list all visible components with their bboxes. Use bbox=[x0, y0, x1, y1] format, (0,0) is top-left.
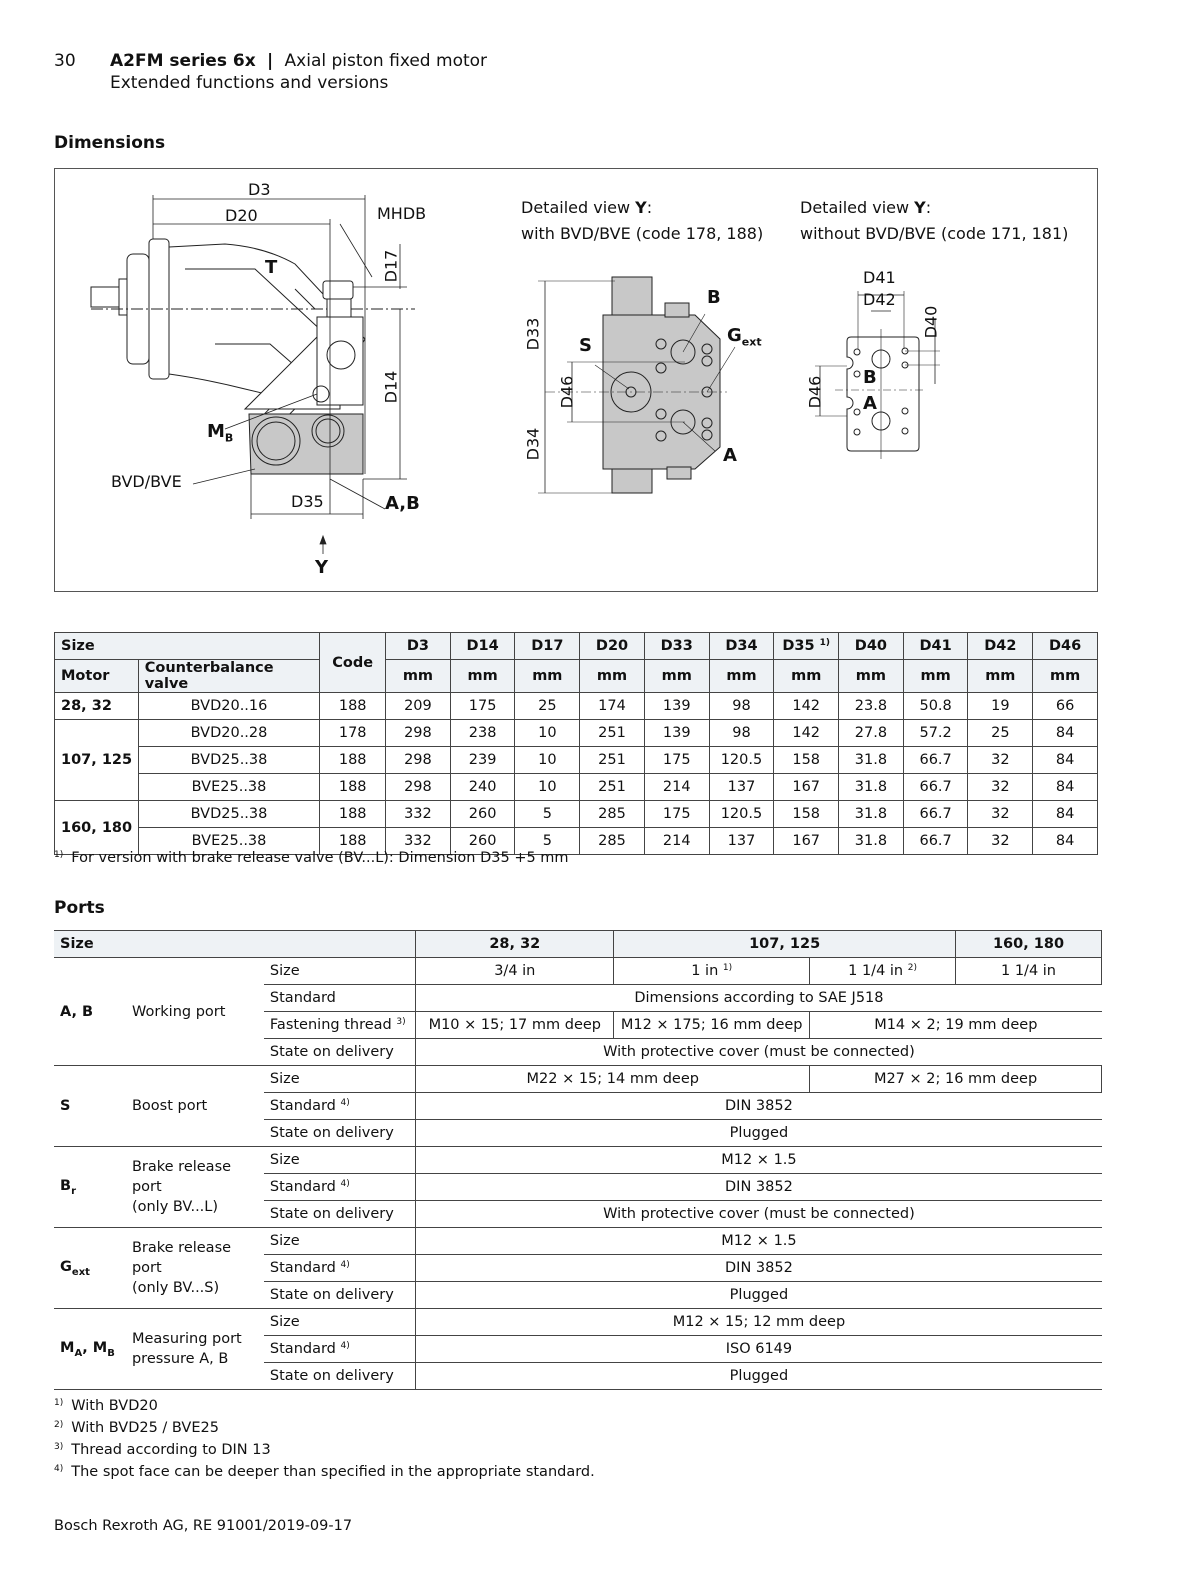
label-d3: D3 bbox=[248, 180, 271, 199]
dimension-value: 120.5 bbox=[709, 801, 774, 828]
value: 1 1/4 in $^{2)}$ bbox=[810, 958, 956, 985]
ports-footnote: $^{3)}$ Thread according to DIN 13 bbox=[54, 1442, 271, 1458]
dimension-value: 167 bbox=[774, 828, 839, 855]
dimension-value: 260 bbox=[450, 828, 515, 855]
valve-header: Counterbalance valve bbox=[138, 660, 320, 693]
document-title bbox=[110, 50, 487, 72]
label-a-without: A bbox=[863, 393, 877, 414]
value: Dimensions according to SAE J518 bbox=[416, 985, 1102, 1012]
label-d14: D14 bbox=[381, 370, 401, 404]
valve-name: BVD20..28 bbox=[138, 720, 320, 747]
dimension-value: 50.8 bbox=[903, 693, 968, 720]
port-desc: Measuring port pressure A, B bbox=[126, 1309, 264, 1390]
label-d42: D42 bbox=[863, 290, 896, 309]
value: DIN 3852 bbox=[416, 1093, 1102, 1120]
param: Standard $^{4)}$ bbox=[264, 1174, 416, 1201]
port-label: A, B bbox=[54, 958, 126, 1066]
label-d46-without: D46 bbox=[805, 375, 825, 409]
dimension-value: 251 bbox=[580, 720, 645, 747]
page-number: 30 bbox=[54, 51, 76, 71]
dimensions-row bbox=[55, 720, 1098, 747]
unit: mm bbox=[1033, 660, 1098, 693]
param: Size bbox=[264, 1309, 416, 1336]
label-y: Y bbox=[315, 557, 329, 578]
param: Standard $^{4)}$ bbox=[264, 1093, 416, 1120]
ports-footnote: $^{2)}$ With BVD25 / BVE25 bbox=[54, 1420, 219, 1436]
dimension-value: 214 bbox=[644, 774, 709, 801]
dimensions-unit-row bbox=[55, 660, 1098, 693]
ports-header-row bbox=[54, 931, 1102, 958]
product-name: A2FM series 6x bbox=[110, 51, 256, 71]
dimension-value: 260 bbox=[450, 801, 515, 828]
unit: mm bbox=[774, 660, 839, 693]
label-d34: D34 bbox=[523, 427, 543, 461]
dimension-value: 238 bbox=[450, 720, 515, 747]
value: With protective cover (must be connected) bbox=[416, 1039, 1102, 1066]
code-header: Code bbox=[320, 633, 386, 693]
param: Size bbox=[264, 1228, 416, 1255]
dimension-value: 66.7 bbox=[903, 801, 968, 828]
dimension-value: 84 bbox=[1033, 747, 1098, 774]
dimension-value: 240 bbox=[450, 774, 515, 801]
motor-size: 28, 32 bbox=[55, 693, 139, 720]
label-b-without: B bbox=[863, 367, 877, 388]
dimension-value: 209 bbox=[386, 693, 451, 720]
port-desc: Working port bbox=[126, 958, 264, 1066]
label-d40: D40 bbox=[921, 305, 941, 339]
dimension-value: 32 bbox=[968, 747, 1033, 774]
valve-name: BVD20..16 bbox=[138, 693, 320, 720]
col-header: D41 bbox=[903, 633, 968, 660]
label-s: S bbox=[579, 335, 592, 356]
dimension-value: 298 bbox=[386, 747, 451, 774]
port-row bbox=[54, 958, 1102, 985]
dimensions-table bbox=[54, 632, 1098, 855]
col-header: D33 bbox=[644, 633, 709, 660]
dimension-value: 298 bbox=[386, 720, 451, 747]
unit: mm bbox=[968, 660, 1033, 693]
value: M12 × 1.5 bbox=[416, 1228, 1102, 1255]
dimension-value: 251 bbox=[580, 774, 645, 801]
dimension-value: 66 bbox=[1033, 693, 1098, 720]
valve-name: BVE25..38 bbox=[138, 774, 320, 801]
label-mb: $M_B$ bbox=[207, 421, 234, 445]
dimensions-row bbox=[55, 747, 1098, 774]
view-without-caption: Detailed view Y: without BVD/BVE (code 171, 181) bbox=[800, 198, 1069, 243]
value: M12 × 175; 16 mm deep bbox=[614, 1012, 810, 1039]
dimension-value: 66.7 bbox=[903, 828, 968, 855]
value: 1 in $^{1)}$ bbox=[614, 958, 810, 985]
label-t: T bbox=[265, 257, 278, 278]
dimensions-row bbox=[55, 693, 1098, 720]
value: 1 1/4 in bbox=[956, 958, 1102, 985]
dimension-value: 142 bbox=[774, 693, 839, 720]
ports-table bbox=[54, 930, 1102, 1390]
dimension-value: 84 bbox=[1033, 720, 1098, 747]
port-label: $G_{ext}$ bbox=[54, 1228, 126, 1309]
dimensions-footnote: $^{1)}$ For version with brake release valve (BV...L): Dimension D35 +5 mm bbox=[54, 850, 569, 866]
col-header: D42 bbox=[968, 633, 1033, 660]
col-header: D34 bbox=[709, 633, 774, 660]
dimension-value: 175 bbox=[644, 801, 709, 828]
unit: mm bbox=[644, 660, 709, 693]
dimension-value: 23.8 bbox=[839, 693, 904, 720]
dimension-value: 167 bbox=[774, 774, 839, 801]
param: State on delivery bbox=[264, 1282, 416, 1309]
port-desc: Brake release port (only BV...L) bbox=[126, 1147, 264, 1228]
ports-heading: Ports bbox=[54, 898, 105, 918]
dimension-value: 139 bbox=[644, 693, 709, 720]
dimension-value: 175 bbox=[644, 747, 709, 774]
label-d20: D20 bbox=[225, 206, 258, 225]
value: Plugged bbox=[416, 1120, 1102, 1147]
page-footer: Bosch Rexroth AG, RE 91001/2019-09-17 bbox=[54, 1518, 353, 1534]
unit: mm bbox=[386, 660, 451, 693]
param: Size bbox=[264, 958, 416, 985]
label-b: B bbox=[707, 287, 721, 308]
dimension-value: 158 bbox=[774, 801, 839, 828]
unit: mm bbox=[709, 660, 774, 693]
value: M12 × 15; 12 mm deep bbox=[416, 1309, 1102, 1336]
dimension-value: 32 bbox=[968, 828, 1033, 855]
code-value: 188 bbox=[320, 693, 386, 720]
dimension-value: 137 bbox=[709, 828, 774, 855]
dimension-value: 298 bbox=[386, 774, 451, 801]
value: Plugged bbox=[416, 1363, 1102, 1390]
value: ISO 6149 bbox=[416, 1336, 1102, 1363]
label-ab: A,B bbox=[385, 493, 420, 514]
dimension-value: 10 bbox=[515, 720, 580, 747]
dimension-value: 66.7 bbox=[903, 774, 968, 801]
value: M22 × 15; 14 mm deep bbox=[416, 1066, 810, 1093]
code-value: 188 bbox=[320, 801, 386, 828]
dimension-value: 10 bbox=[515, 747, 580, 774]
dimension-value: 332 bbox=[386, 828, 451, 855]
dimension-value: 251 bbox=[580, 747, 645, 774]
param: State on delivery bbox=[264, 1363, 416, 1390]
dimension-value: 19 bbox=[968, 693, 1033, 720]
ports-footnote: $^{1)}$ With BVD20 bbox=[54, 1398, 158, 1414]
code-value: 188 bbox=[320, 828, 386, 855]
dimensions-heading: Dimensions bbox=[54, 133, 166, 153]
dimension-value: 174 bbox=[580, 693, 645, 720]
dimensions-header-row bbox=[55, 633, 1098, 660]
value: M10 × 15; 17 mm deep bbox=[416, 1012, 614, 1039]
value: Plugged bbox=[416, 1282, 1102, 1309]
dimension-value: 239 bbox=[450, 747, 515, 774]
dimension-value: 158 bbox=[774, 747, 839, 774]
value: M12 × 1.5 bbox=[416, 1147, 1102, 1174]
param: Standard $^{4)}$ bbox=[264, 1255, 416, 1282]
label-mhdb: MHDB bbox=[377, 204, 427, 223]
title-separator: | bbox=[266, 51, 274, 71]
code-value: 178 bbox=[320, 720, 386, 747]
motor-side-view bbox=[91, 239, 415, 437]
dimension-value: 5 bbox=[515, 801, 580, 828]
dimension-value: 84 bbox=[1033, 801, 1098, 828]
port-label: $B_r$ bbox=[54, 1147, 126, 1228]
port-row bbox=[54, 1147, 1102, 1174]
col-header: D40 bbox=[839, 633, 904, 660]
dimension-value: 137 bbox=[709, 774, 774, 801]
dimension-value: 31.8 bbox=[839, 774, 904, 801]
value: DIN 3852 bbox=[416, 1255, 1102, 1282]
counterbalance-valve-block bbox=[249, 414, 363, 474]
motor-header: Motor bbox=[55, 660, 139, 693]
unit: mm bbox=[839, 660, 904, 693]
label-d41: D41 bbox=[863, 268, 896, 287]
col-header: D46 bbox=[1033, 633, 1098, 660]
port-row bbox=[54, 1228, 1102, 1255]
port-label: $M_A$, $M_B$ bbox=[54, 1309, 126, 1390]
param: Size bbox=[264, 1066, 416, 1093]
dimension-value: 98 bbox=[709, 693, 774, 720]
port-row bbox=[54, 1309, 1102, 1336]
view-with-caption: Detailed view Y: with BVD/BVE (code 178, 188) bbox=[521, 198, 764, 243]
col-header: D14 bbox=[450, 633, 515, 660]
dimension-value: 84 bbox=[1033, 774, 1098, 801]
dimension-value: 175 bbox=[450, 693, 515, 720]
col-header: D35 $^{1)}$ bbox=[774, 633, 839, 660]
ports-size-header: Size bbox=[54, 931, 416, 958]
dimension-value: 66.7 bbox=[903, 747, 968, 774]
param: Fastening thread $^{3)}$ bbox=[264, 1012, 416, 1039]
dimension-value: 32 bbox=[968, 774, 1033, 801]
valve-name: BVD25..38 bbox=[138, 747, 320, 774]
dimension-value: 25 bbox=[968, 720, 1033, 747]
motor-size: 160, 180 bbox=[55, 801, 139, 855]
code-value: 188 bbox=[320, 774, 386, 801]
code-value: 188 bbox=[320, 747, 386, 774]
unit: mm bbox=[515, 660, 580, 693]
label-a: A bbox=[723, 445, 737, 466]
port-desc: Brake release port (only BV...S) bbox=[126, 1228, 264, 1309]
col-header: D17 bbox=[515, 633, 580, 660]
dimensions-row bbox=[55, 801, 1098, 828]
value: 3/4 in bbox=[416, 958, 614, 985]
dimension-value: 84 bbox=[1033, 828, 1098, 855]
col-header: D20 bbox=[580, 633, 645, 660]
dimension-value: 139 bbox=[644, 720, 709, 747]
port-desc: Boost port bbox=[126, 1066, 264, 1147]
value: M27 × 2; 16 mm deep bbox=[810, 1066, 1102, 1093]
label-d17: D17 bbox=[381, 249, 401, 283]
unit: mm bbox=[450, 660, 515, 693]
unit: mm bbox=[903, 660, 968, 693]
motor-size: 107, 125 bbox=[55, 720, 139, 801]
param: Size bbox=[264, 1147, 416, 1174]
param: State on delivery bbox=[264, 1120, 416, 1147]
dimension-value: 332 bbox=[386, 801, 451, 828]
unit: mm bbox=[580, 660, 645, 693]
param: State on delivery bbox=[264, 1201, 416, 1228]
product-title: Axial piston fixed motor bbox=[284, 51, 488, 71]
dimension-value: 31.8 bbox=[839, 828, 904, 855]
dimension-value: 285 bbox=[580, 828, 645, 855]
dimension-value: 57.2 bbox=[903, 720, 968, 747]
port-row bbox=[54, 1066, 1102, 1093]
label-bvd-bve: BVD/BVE bbox=[111, 472, 182, 491]
size-col: 107, 125 bbox=[614, 931, 956, 958]
value: With protective cover (must be connected) bbox=[416, 1201, 1102, 1228]
dimensions-row bbox=[55, 774, 1098, 801]
value: DIN 3852 bbox=[416, 1174, 1102, 1201]
valve-name: BVE25..38 bbox=[138, 828, 320, 855]
label-gext: $G_{ext}$ bbox=[727, 325, 762, 349]
document-subtitle: Extended functions and versions bbox=[110, 73, 389, 93]
label-d46-with: D46 bbox=[557, 375, 577, 409]
dimension-value: 32 bbox=[968, 801, 1033, 828]
size-col: 160, 180 bbox=[956, 931, 1102, 958]
dimension-value: 214 bbox=[644, 828, 709, 855]
size-col: 28, 32 bbox=[416, 931, 614, 958]
col-header: D3 bbox=[386, 633, 451, 660]
dimension-value: 98 bbox=[709, 720, 774, 747]
dimension-value: 5 bbox=[515, 828, 580, 855]
valve-name: BVD25..38 bbox=[138, 801, 320, 828]
dimension-value: 120.5 bbox=[709, 747, 774, 774]
param: Standard bbox=[264, 985, 416, 1012]
dimension-value: 27.8 bbox=[839, 720, 904, 747]
port-label: S bbox=[54, 1066, 126, 1147]
dimension-value: 31.8 bbox=[839, 747, 904, 774]
dimension-value: 25 bbox=[515, 693, 580, 720]
dimension-value: 10 bbox=[515, 774, 580, 801]
dimension-value: 285 bbox=[580, 801, 645, 828]
param: State on delivery bbox=[264, 1039, 416, 1066]
dimensions-figure bbox=[54, 168, 1098, 592]
param: Standard $^{4)}$ bbox=[264, 1336, 416, 1363]
label-d35: D35 bbox=[291, 492, 324, 511]
size-header: Size bbox=[55, 633, 320, 660]
dimension-value: 142 bbox=[774, 720, 839, 747]
label-d33: D33 bbox=[523, 317, 543, 351]
value: M14 × 2; 19 mm deep bbox=[810, 1012, 1102, 1039]
ports-footnote: $^{4)}$ The spot face can be deeper than specified in the appropriate standard. bbox=[54, 1464, 595, 1480]
dimension-value: 31.8 bbox=[839, 801, 904, 828]
